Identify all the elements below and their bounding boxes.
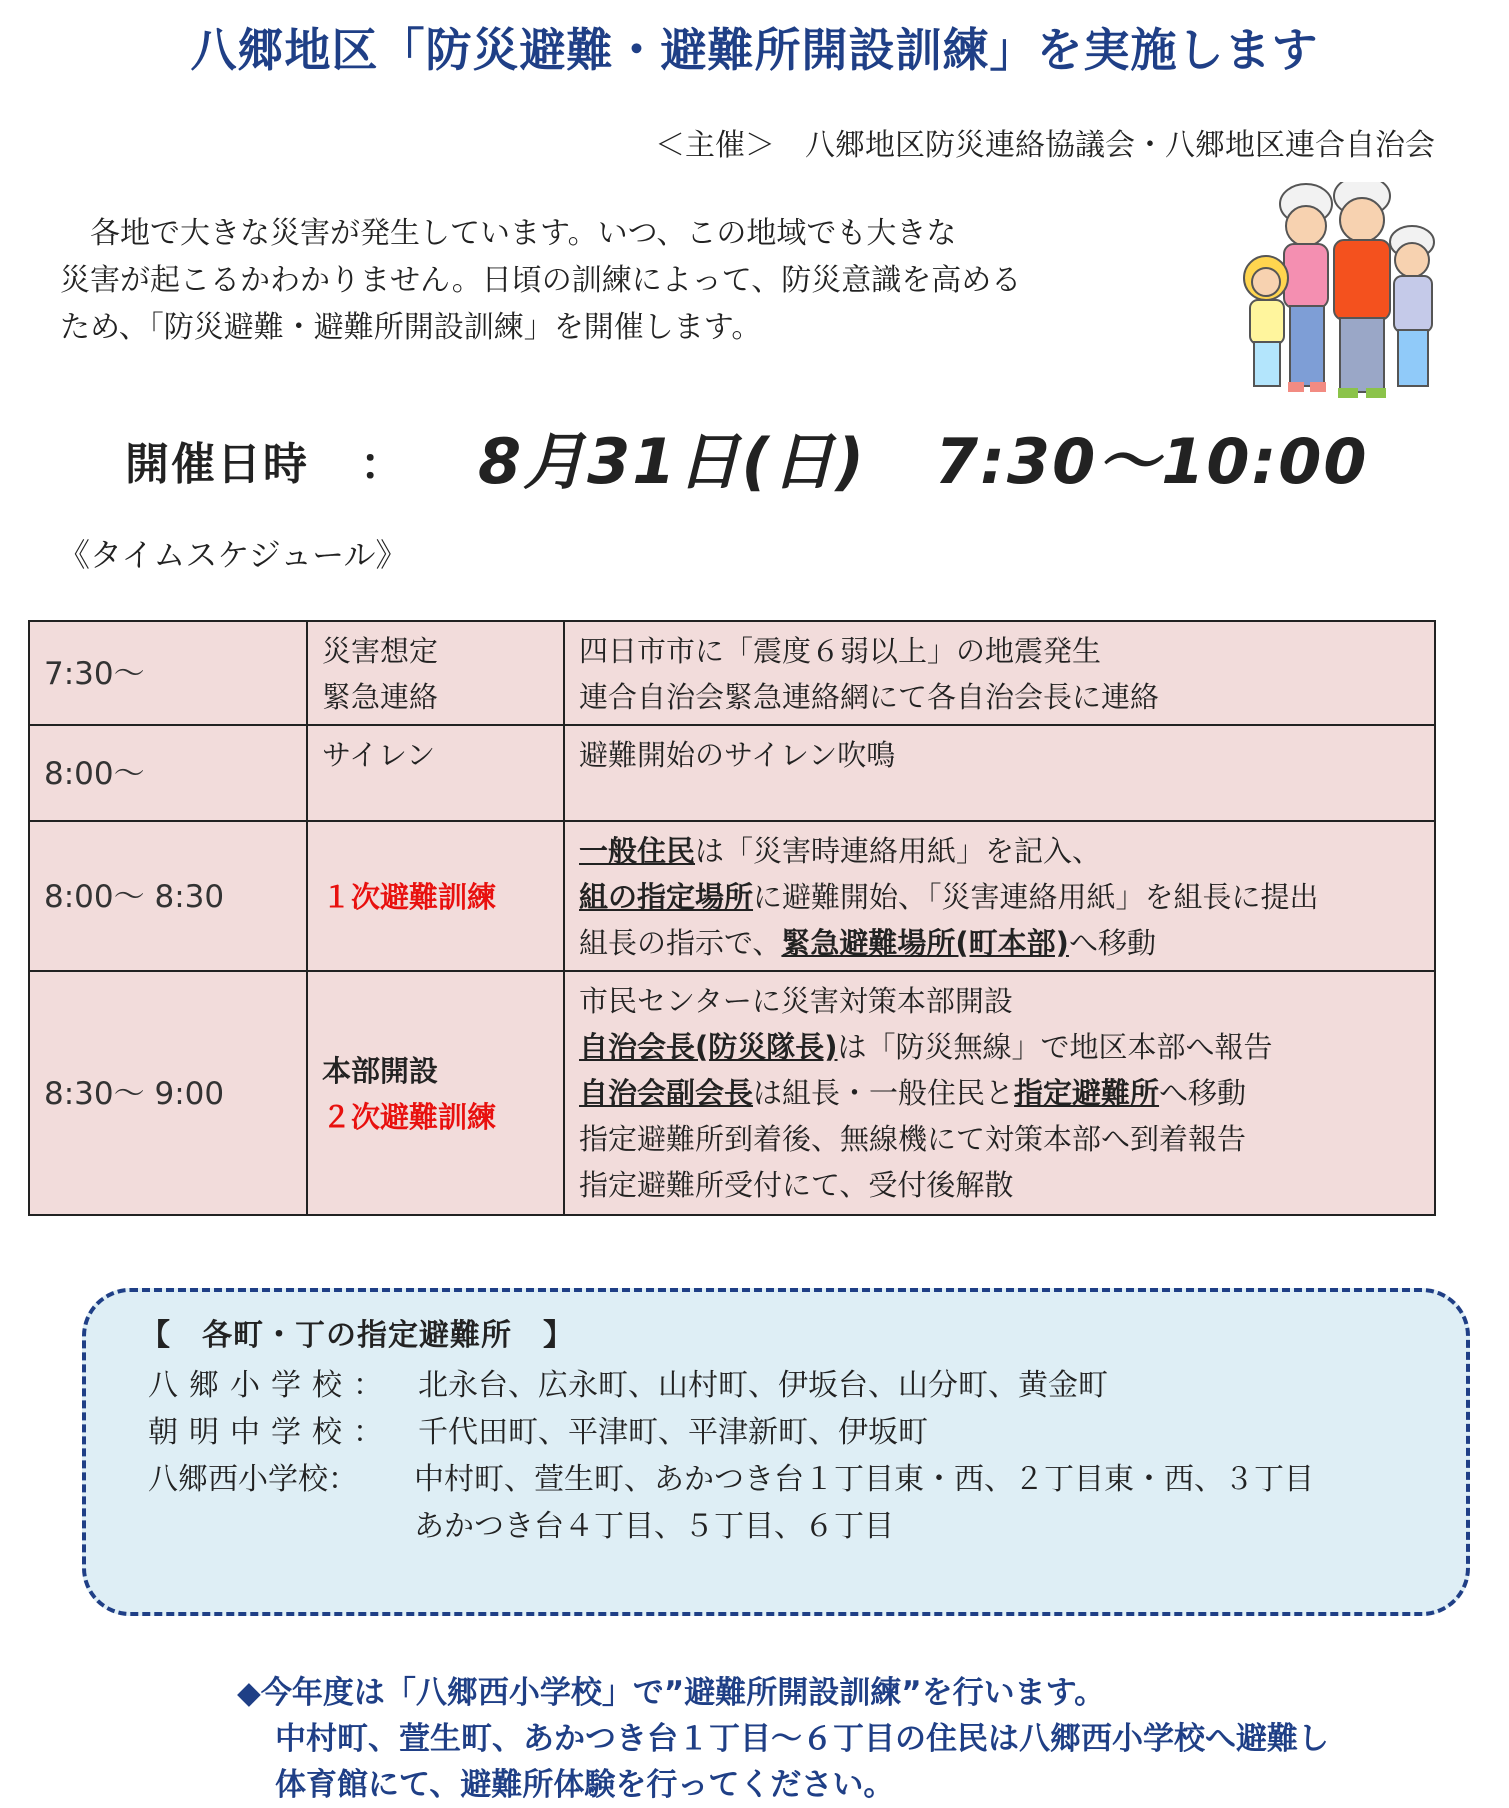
notice-line: 中村町、萱生町、あかつき台１丁目～６丁目の住民は八郷西小学校へ避難し: [275, 1721, 1329, 1757]
detail-line: 組長の指示で、緊急避難場所(町本部)へ移動: [579, 926, 1156, 960]
detail-line: 組の指定場所に避難開始、「災害連絡用紙」を組長に提出: [579, 880, 1319, 914]
family-illustration: [1228, 182, 1456, 408]
diamond-icon: ◆: [237, 1675, 261, 1711]
schedule-item: [307, 725, 564, 821]
organizer: ＜主催＞ 八郷地区防災連絡協議会・八郷地区連合自治会: [655, 128, 1435, 163]
schedule-heading: 《タイムスケジュール》: [58, 536, 408, 574]
event-date: 8月31日(日): [478, 425, 867, 498]
shelter-value: あかつき台４丁目、５丁目、６丁目: [414, 1509, 894, 1544]
event-datetime-colon: ：: [360, 439, 404, 490]
detail-line: 指定避難所到着後、無線機にて対策本部へ到着報告: [579, 1122, 1247, 1156]
boy-figure: [1390, 226, 1434, 386]
schedule-table: [28, 620, 1436, 1216]
event-datetime-label: 開催日時: [125, 439, 309, 490]
shelter-value: 中村町、萱生町、あかつき台１丁目東・西、２丁目東・西、３丁目: [414, 1462, 1314, 1497]
schedule-time: 8:00～: [29, 725, 307, 821]
detail-line: 四日市市に「震度６弱以上」の地震発生: [579, 634, 1102, 668]
schedule-item: [307, 621, 564, 725]
schedule-item-line: 緊急連絡: [322, 680, 439, 714]
shelter-value: 北永台、広永町、山村町、伊坂台、山分町、黄金町: [418, 1368, 1108, 1403]
shelter-label: 八郷小学校：: [148, 1368, 394, 1403]
schedule-item-line: サイレン: [322, 738, 436, 772]
intro-line: ため、「防災避難・避難所開設訓練」を開催します。: [60, 310, 762, 345]
table-row: [29, 725, 1435, 821]
schedule-time: 8:00～ 8:30: [29, 821, 307, 971]
schedule-details: [564, 821, 1435, 971]
notice-line: ◆今年度は「八郷西小学校」で”避難所開設訓練”を行います。: [237, 1675, 1106, 1711]
intro-line: 各地で大きな災害が発生しています。いつ、この地域でも大きな: [60, 216, 957, 251]
table-row: [29, 621, 1435, 725]
page-title: 八郷地区「防災避難・避難所開設訓練」を実施します: [190, 23, 1319, 77]
schedule-time: 7:30～: [29, 621, 307, 725]
detail-line: 市民センターに災害対策本部開設: [579, 984, 1013, 1018]
schedule-item-line: １次避難訓練: [322, 880, 497, 914]
detail-line: 連合自治会緊急連絡網にて各自治会長に連絡: [579, 680, 1160, 714]
schedule-item-line: ２次避難訓練: [322, 1100, 497, 1134]
schedule-details: [564, 621, 1435, 725]
table-row: [29, 821, 1435, 971]
detail-line: 指定避難所受付にて、受付後解散: [579, 1168, 1014, 1202]
notice-line: 体育館にて、避難所体験を行ってください。: [275, 1767, 895, 1803]
detail-line: 一般住民は「災害時連絡用紙」を記入、: [579, 834, 1102, 868]
notice: [237, 1670, 1329, 1808]
girl-figure: [1244, 256, 1288, 386]
shelter-title: 【 各町・丁の指定避難所 】: [140, 1318, 574, 1353]
detail-line: 自治会長(防災隊長)は「防災無線」で地区本部へ報告: [579, 1030, 1273, 1064]
table-row: [29, 971, 1435, 1215]
schedule-item: [307, 971, 564, 1215]
detail-line: 自治会副会長は組長・一般住民と指定避難所へ移動: [579, 1076, 1247, 1110]
shelter-label: 八郷西小学校：: [148, 1462, 358, 1497]
detail-line: 避難開始のサイレン吹鳴: [579, 738, 896, 772]
intro-line: 災害が起こるかわかりません。日頃の訓練によって、防災意識を高める: [60, 263, 1022, 298]
schedule-details: [564, 971, 1435, 1215]
event-time: 7:30～10:00: [935, 425, 1369, 498]
father-figure: [1334, 182, 1390, 398]
mother-figure: [1280, 184, 1332, 392]
schedule-details: [564, 725, 1435, 821]
schedule-item: [307, 821, 564, 971]
schedule-time: 8:30～ 9:00: [29, 971, 307, 1215]
shelter-label: 朝明中学校：: [148, 1415, 394, 1450]
schedule-item-line: 本部開設: [322, 1054, 439, 1088]
intro-paragraph: [60, 210, 1160, 351]
schedule-item-line: 災害想定: [322, 634, 439, 668]
shelter-value: 千代田町、平津町、平津新町、伊坂町: [418, 1415, 928, 1450]
